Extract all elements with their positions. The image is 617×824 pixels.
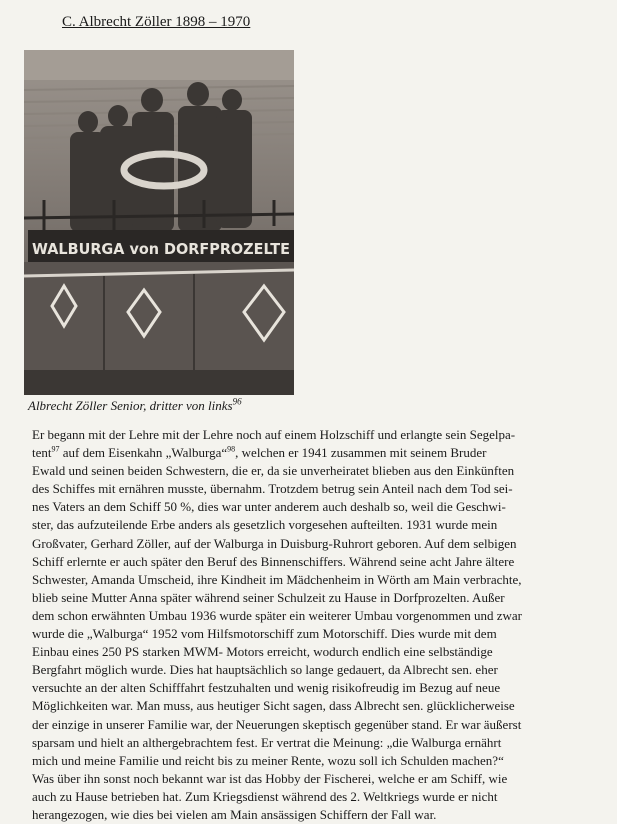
historical-photo <box>24 50 294 395</box>
boat-name-text: WALBURGA von DORFPROZELTE <box>32 240 290 258</box>
text-line: Er begann mit der Lehre mit der Lehre noch auf einem Holzschiff und erlangte sein Segelpa- <box>32 427 516 442</box>
text-line: Bergfahrt möglich wurde. Dies hat hauptsächlich so lange gedauert, da Albrecht sen. eher <box>32 662 498 678</box>
section-heading: C. Albrecht Zöller 1898 – 1970 <box>62 14 251 30</box>
photo-figures <box>70 82 252 236</box>
body-text <box>32 426 602 824</box>
text-line: herangezogen, wie dies bei vielen am Main ansässigen Schiffern der Fall war. <box>32 806 437 822</box>
text-line: Was über ihn sonst noch bekannt war ist das Hobby der Fischerei, welche er am Schiff, wie <box>32 770 508 786</box>
text-line: Möglichkeiten war. Man muss, aus heutiger Sicht sagen, dass Albrecht sen. glücklicherweise <box>32 698 515 714</box>
caption-footnote: 96 <box>232 396 242 407</box>
footnote-98: 98 <box>227 444 236 454</box>
text-line: ster, das aufzuteilende Erbe anders als gesetzlich vorgesehen aufteilten. 1931 wurde mein <box>32 517 498 533</box>
text-line: Schiff erlernte er auch später den Beruf des Binnenschiffers. Während seine acht Jahre ältere <box>32 553 515 569</box>
text-line: blieb seine Mutter Anna später während seiner Schulzeit zu Hause in Dorfprozelten. Außer <box>32 589 505 605</box>
text-line: Großvater, Gerhard Zöller, auf der Walburga in Duisburg-Ruhrort geboren. Auf dem selbigen <box>32 535 517 551</box>
text-line: der einzige in unserer Familie war, der Neuerungen skeptisch gegenüber stand. Er war äußerst <box>32 716 522 732</box>
text-line: nes Vaters an dem Schiff 50 %, dies war unter anderem auch deshalb so, weil die Geschwi- <box>32 499 506 515</box>
text-line: mich und meine Familie und reicht bis zu meiner Rente, wozu soll ich Schulden machen?“ <box>32 752 504 768</box>
text-line <box>32 444 602 462</box>
text-line: versuchte an der alten Schifffahrt festzuhalten und wenig risikofreudig im Bezug auf neue <box>32 680 501 696</box>
text-line: dem schon erwähnten Umbau 1936 wurde später ein weiterer Umbau vorgenommen und zwar <box>32 607 522 623</box>
text-line: des Schiffes mit ernähren musste, übernahm. Trotzdem betrug sein Anteil nach dem Tod sei- <box>32 481 513 497</box>
text-line: auch zu Hause betrieben hat. Zum Kriegsdienst während des 2. Weltkriegs wurde er nicht <box>32 788 498 804</box>
caption-text: Albrecht Zöller Senior, dritter von links <box>28 398 233 413</box>
text-line: Ewald und seinen beiden Schwestern, die er, da sie unverheiratet blieben aus den Einkünften <box>32 463 515 479</box>
photo-caption <box>28 398 242 414</box>
text-line: Schwester, Amanda Umscheid, ihre Kindheit im Mädchenheim in Wörth am Main verbrachte, <box>32 571 522 587</box>
text-fragment: tent <box>32 445 52 461</box>
text-line: Einbau eines 250 PS starken MWM- Motors erreicht, wodurch endlich eine selbständige <box>32 644 493 660</box>
text-fragment: auf dem Eisenkahn „Walburga“ <box>59 445 228 461</box>
footnote-97: 97 <box>51 444 60 454</box>
text-line: wurde die „Walburga“ 1952 vom Hilfsmotorschiff zum Motorschiff. Dies wurde mit dem <box>32 626 497 642</box>
text-line: sparsam und hielt an althergebrachtem fest. Er vertrat die Meinung: „die Walburga ernährt <box>32 734 502 750</box>
photo-sky <box>24 50 294 80</box>
text-fragment: , welchen er 1941 zusammen mit seinem Bruder <box>235 445 487 461</box>
water <box>24 370 294 395</box>
photo-illustration <box>24 50 294 395</box>
